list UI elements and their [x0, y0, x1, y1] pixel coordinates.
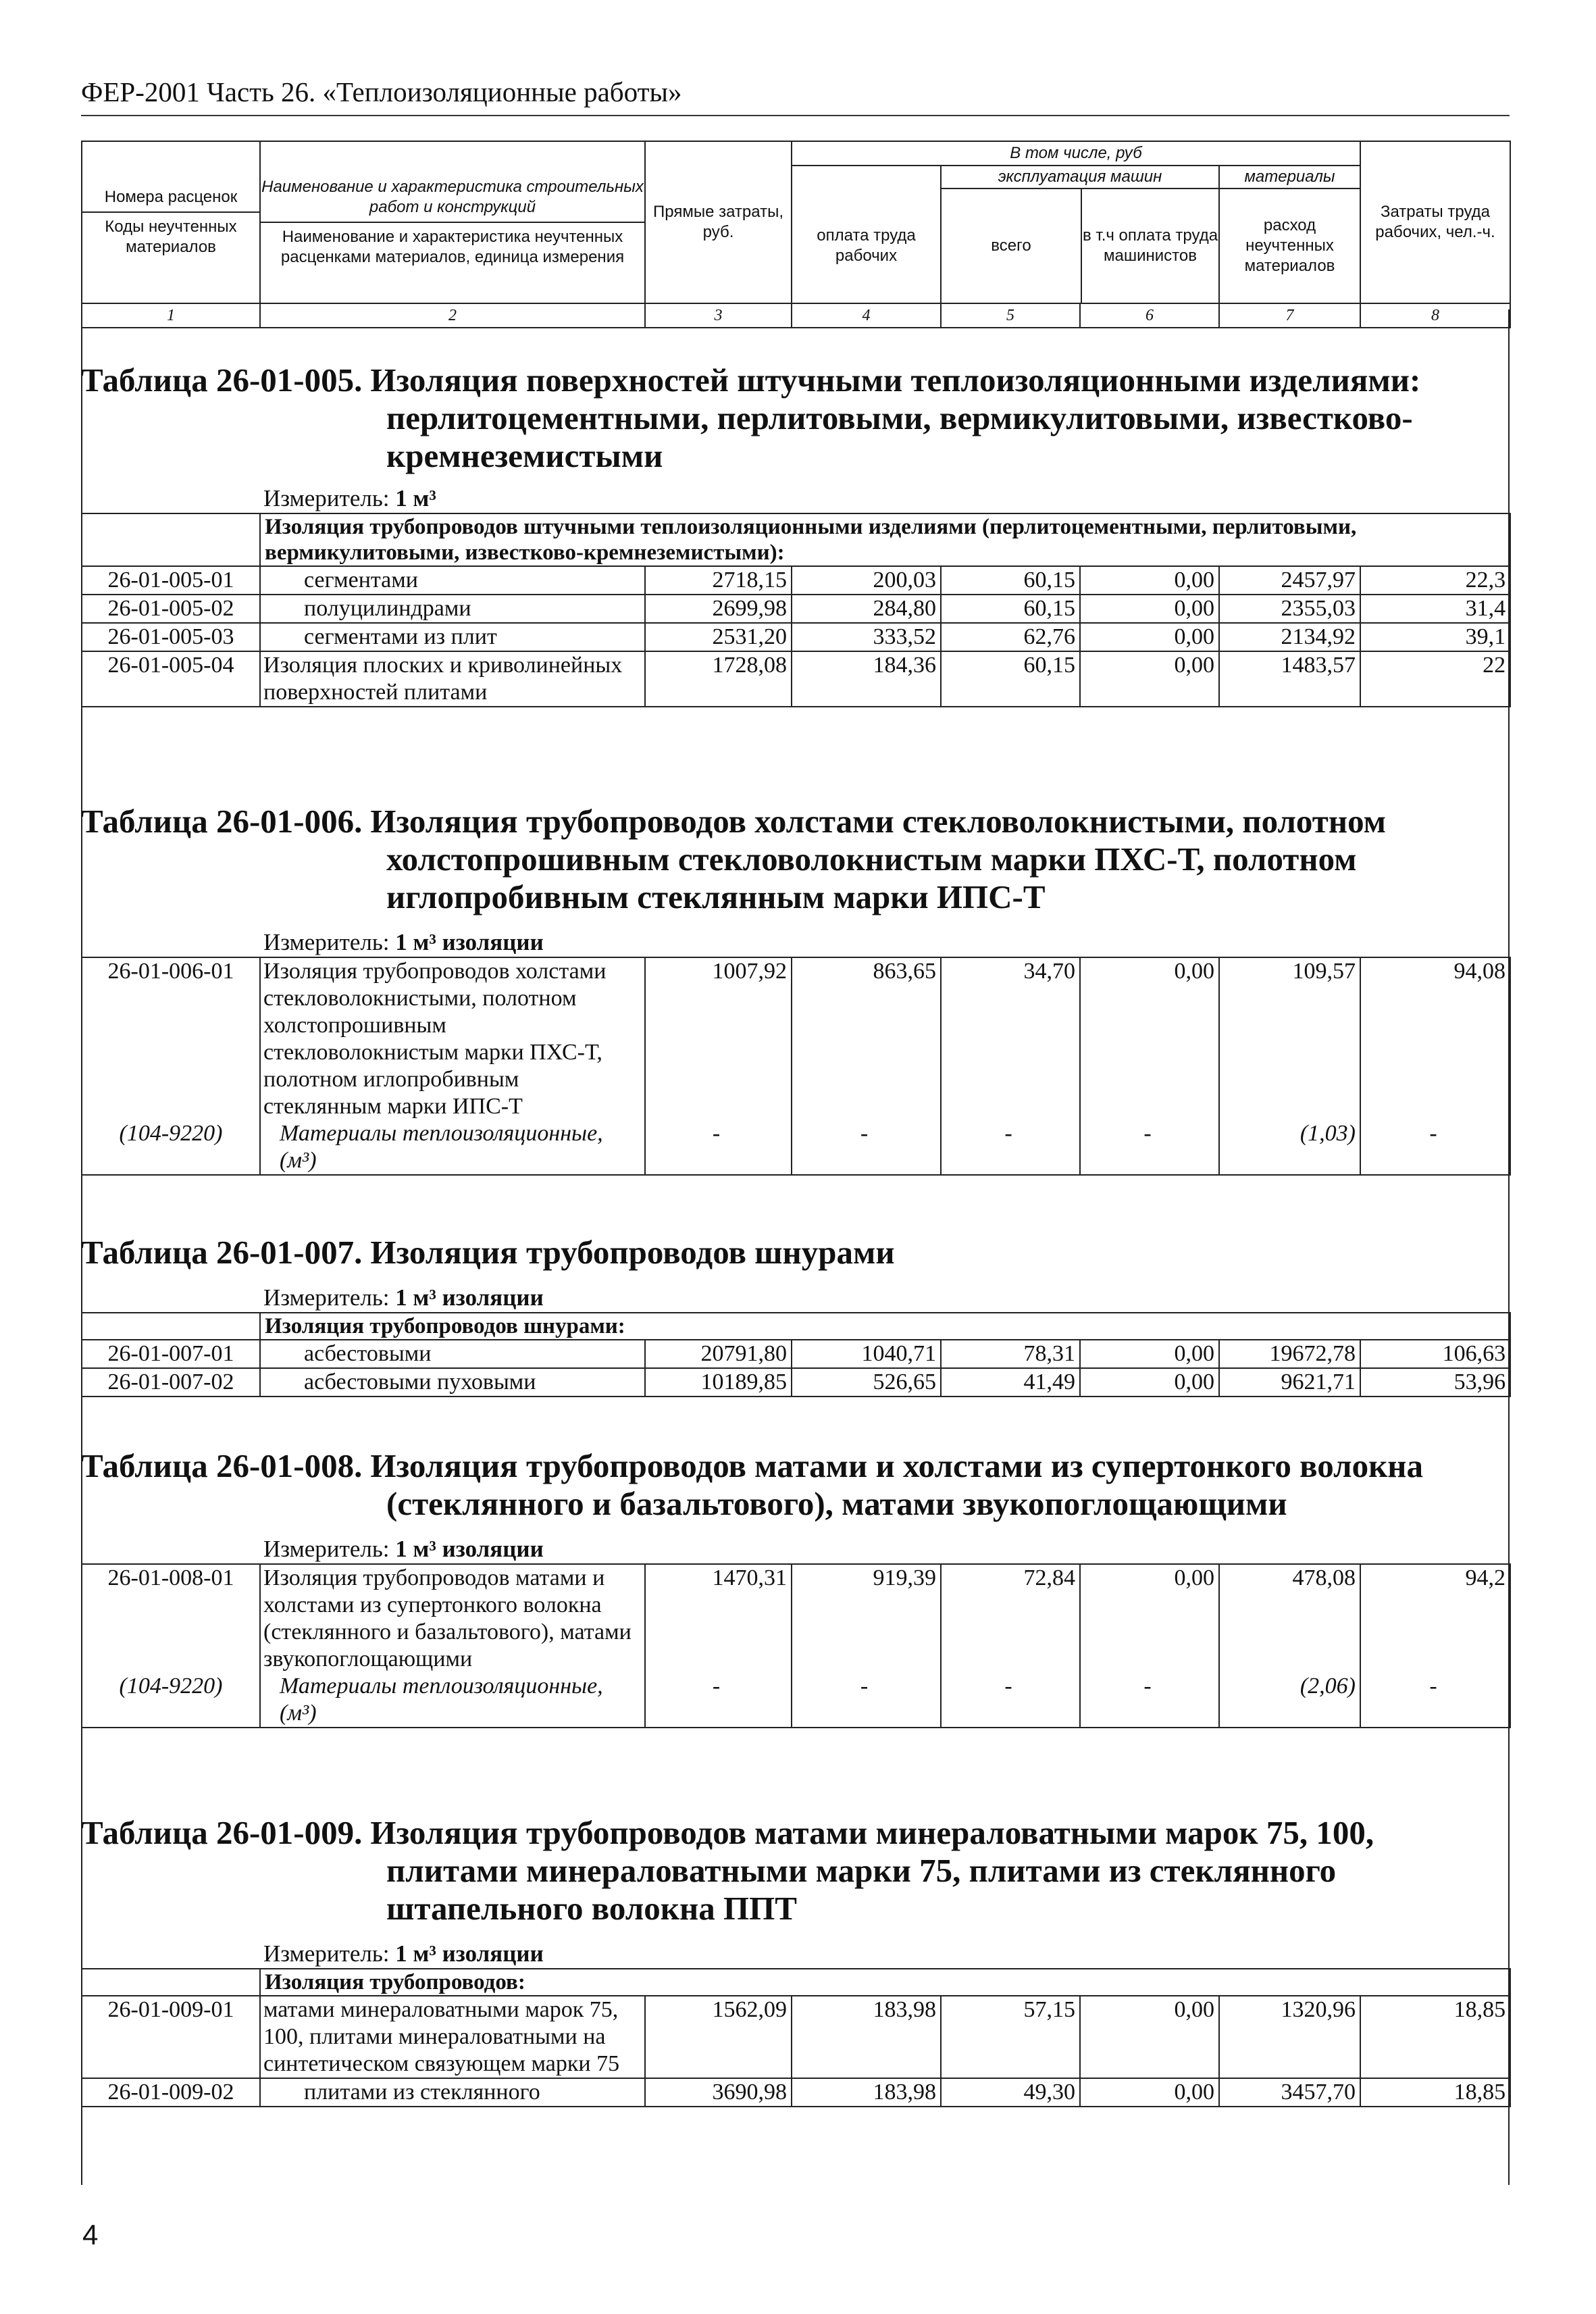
table-row: 26-01-005-02 полуцилиндрами 2699,98 284,80 60,15 0,00 2355,03 31,4 — [82, 595, 1510, 623]
section-title: Таблица 26-01-007. Изоляция трубопроводов шнурами — [81, 1234, 895, 1271]
header-machines: эксплуатация машин всего в т.ч оплата труда машинистов — [941, 166, 1219, 303]
subheading: Изоляция трубопроводов: — [260, 1969, 1510, 1996]
section-26-01-008 — [81, 1447, 1510, 1728]
col-num-2: 2 — [260, 303, 645, 328]
rates-table-005 — [81, 513, 1511, 707]
material-row: (104-9220) Материалы теплоизоляционные, (м³) - - - - (2,06) - — [82, 1673, 1510, 1728]
header-rule — [81, 115, 1510, 116]
section-26-01-007 — [81, 1234, 1510, 1397]
header-labor-pay: оплата труда рабочих — [792, 166, 941, 303]
header-names-cell: Наименование и характеристика строительных работ и конструкций Наименование и характеристика неучтенных расценками материалов, единица измерения — [260, 141, 645, 303]
table-row: 26-01-008-01 Изоляция трубопроводов матами и холстами из супертонкого волокна (стеклянного и базальтового), матами звукопоглощающими 1470,31 919,39 72,84 0,00 478,08 94,2 — [82, 1564, 1510, 1673]
col-num-3: 3 — [645, 303, 792, 328]
rates-table-007 — [81, 1312, 1511, 1397]
page-number: 4 — [82, 2219, 99, 2250]
table-row: 26-01-009-01 матами минераловатными марок 75, 100, плитами минераловатными на синтетическом связующем марки 75 1562,09 183,98 57,15 0,00 1320,96 18,85 — [82, 1996, 1510, 2078]
section-title: Таблица 26-01-005. Изоляция поверхностей штучными теплоизоляционными изделиями: — [81, 361, 1421, 399]
col-num-8: 8 — [1360, 303, 1510, 328]
col-num-1: 1 — [82, 303, 260, 328]
section-26-01-005 — [81, 361, 1510, 707]
section-title: Таблица 26-01-008. Изоляция трубопроводов матами и холстами из супертонкого волокна — [81, 1447, 1424, 1484]
header-materials: материалы расход неучтенных материалов — [1219, 166, 1360, 303]
rates-table-008 — [81, 1563, 1511, 1728]
section-26-01-009 — [81, 1814, 1510, 2107]
measure-unit: Измеритель: 1 м³ изоляции — [263, 1940, 544, 1967]
table-row: 26-01-007-02 асбестовыми пуховыми 10189,85 526,65 41,49 0,00 9621,71 53,96 — [82, 1368, 1510, 1397]
measure-unit: Измеритель: 1 м³ изоляции — [263, 929, 544, 955]
header-direct-costs: Прямые затраты, руб. — [645, 141, 792, 303]
measure-unit: Измеритель: 1 м³ — [263, 485, 436, 511]
table-row: 26-01-005-03 сегментами из плит 2531,20 333,52 62,76 0,00 2134,92 39,1 — [82, 623, 1510, 651]
table-row: 26-01-005-01 сегментами 2718,15 200,03 60,15 0,00 2457,97 22,3 — [82, 566, 1510, 595]
section-title-cont: холстопрошивным стекловолокнистым марки ПХС-Т, полотном иглопробивным стеклянным марки ИПС-Т — [386, 840, 1357, 915]
header-machinists-pay: в т.ч оплата труда машинистов — [1082, 226, 1218, 265]
subheading: Изоляция трубопроводов шнурами: — [260, 1313, 1510, 1340]
col-num-7: 7 — [1219, 303, 1360, 328]
subheading: Изоляция трубопроводов штучными теплоизоляционными изделиями (перлитоцементными, перлитовыми, вермикулитовыми, известково-кремнеземистыми): — [260, 513, 1510, 566]
header-machines-total: всего — [942, 189, 1082, 303]
measure-unit: Измеритель: 1 м³ изоляции — [263, 1284, 544, 1311]
section-title: Таблица 26-01-009. Изоляция трубопроводов матами минераловатными марок 75, 100, — [81, 1814, 1374, 1851]
section-title-cont: плитами минераловатными марки 75, плитами из стеклянного штапельного волокна ППТ — [386, 1852, 1337, 1927]
col-num-5: 5 — [941, 303, 1080, 328]
header-codes-cell: Номера расценок Коды неучтенных материалов — [82, 141, 260, 303]
section-26-01-006 — [81, 803, 1510, 1176]
table-row: 26-01-007-01 асбестовыми 20791,80 1040,71 78,31 0,00 19672,78 106,63 — [82, 1340, 1510, 1368]
col-num-4: 4 — [792, 303, 941, 328]
material-row: (104-9220) Материалы теплоизоляционные, (м³) - - - - (1,03) - — [82, 1120, 1510, 1175]
header-labor-hours: Затраты труда рабочих, чел.-ч. — [1360, 141, 1510, 303]
section-title-cont: перлитоцементными, перлитовыми, вермикулитовыми, известково-кремнеземистыми — [386, 399, 1413, 474]
table-row: 26-01-005-04 Изоляция плоских и криволинейных поверхностей плитами 1728,08 184,36 60,15 0,00 1483,57 22 — [82, 651, 1510, 707]
table-row: 26-01-009-02 плитами из стеклянного 3690,98 183,98 49,30 0,00 3457,70 18,85 — [82, 2078, 1510, 2107]
measure-unit: Измеритель: 1 м³ изоляции — [263, 1536, 544, 1562]
column-header-table — [81, 141, 1511, 328]
rates-table-006 — [81, 957, 1511, 1176]
section-title: Таблица 26-01-006. Изоляция трубопроводов холстами стекловолокнистыми, полотном — [81, 803, 1387, 840]
rates-table-009 — [81, 1968, 1511, 2107]
col-num-6: 6 — [1080, 303, 1219, 328]
section-title-cont: (стеклянного и базальтового), матами звукопоглощающими — [386, 1485, 1287, 1522]
running-head: ФЕР-2001 Часть 26. «Теплоизоляционные работы» — [81, 76, 682, 107]
table-row: 26-01-006-01 Изоляция трубопроводов холстами стекловолокнистыми, полотном холстопрошивным стекловолокнистым марки ПХС-Т, полотном иглопробивным стеклянным марки ИПС-Т 1007,92 863,65 34,70 0,00 109,57 94,08 — [82, 957, 1510, 1120]
header-group: В том числе, руб — [792, 141, 1360, 166]
